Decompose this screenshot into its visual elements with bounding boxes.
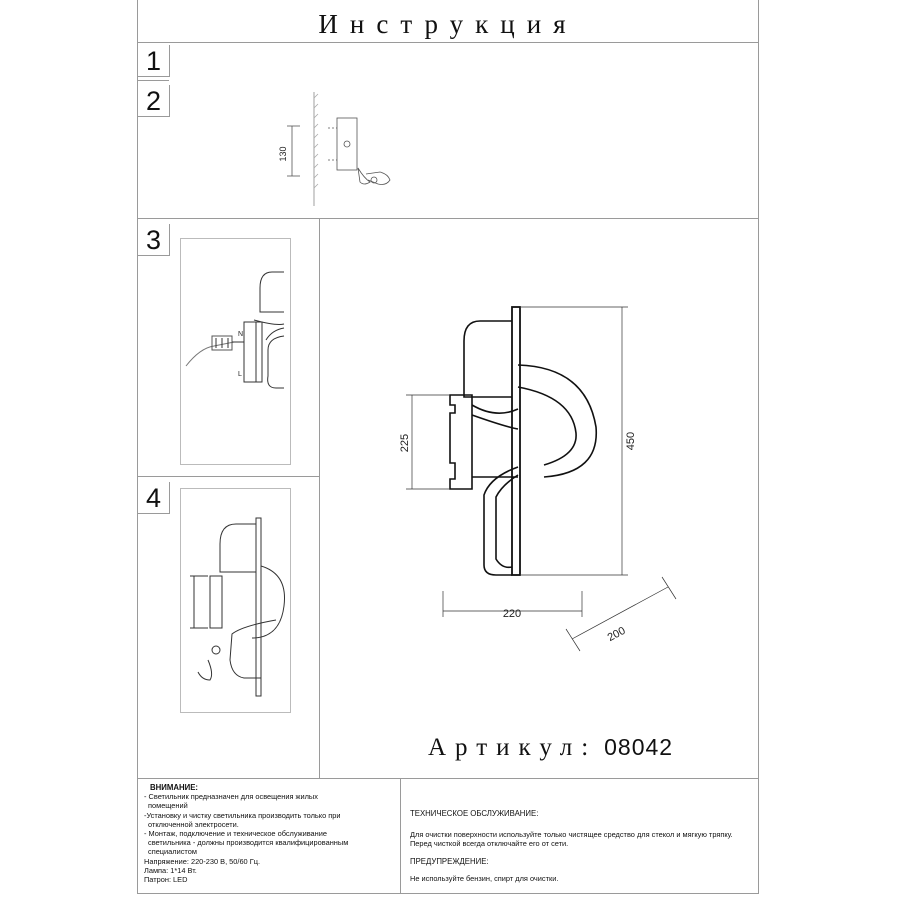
- step-number-2: 2: [138, 85, 170, 117]
- article-number: [428, 730, 673, 764]
- maintenance-line-1: Для очистки поверхности используйте только чистящее средство для стекол и мягкую тряпку.: [410, 829, 733, 839]
- warning-line: специалистом: [148, 847, 197, 857]
- step2-height-dim: 130: [278, 146, 288, 162]
- wire-n-label: N: [238, 331, 244, 338]
- section-divider-steps: [137, 476, 319, 477]
- warning-line: -Установку и чистку светильника производить только при: [144, 810, 341, 820]
- step2-diagram: [270, 88, 410, 213]
- page-title: Инструкция: [318, 9, 578, 39]
- info-block: [137, 778, 759, 894]
- wire-l-label: L: [238, 371, 242, 378]
- info-divider: [400, 779, 401, 893]
- step3-diagram: [180, 238, 292, 466]
- article-value: 08042: [604, 734, 674, 760]
- warning-section: [144, 783, 396, 884]
- step4-diagram: [180, 488, 292, 714]
- title-divider: [137, 42, 759, 43]
- warning-line: - Светильник предназначен для освещения жилых: [144, 792, 318, 802]
- dimension-lines: [406, 307, 676, 651]
- dim-mount-height: 225: [399, 433, 411, 453]
- dim-height: 450: [625, 431, 637, 451]
- step-number-4: 4: [138, 482, 170, 514]
- step-number-1: 1: [138, 45, 170, 77]
- dim-depth: 200: [605, 624, 628, 644]
- maintenance-heading: ТЕХНИЧЕСКОЕ ОБСЛУЖИВАНИЕ:: [410, 809, 539, 818]
- warning-line: светильника - должны производится квалифицированным: [148, 838, 349, 848]
- step1-divider: [137, 80, 169, 81]
- step-number-3: 3: [138, 224, 170, 256]
- warning-heading: ВНИМАНИЕ:: [150, 783, 199, 792]
- warning-line: помещений: [148, 801, 188, 811]
- maintenance-section: [410, 809, 756, 884]
- warning-line: Напряжение: 220-230 В, 50/60 Гц.: [144, 856, 261, 866]
- article-label: Артикул:: [428, 734, 598, 761]
- lamp-outline: [450, 307, 596, 575]
- warning-line: Лампа: 1*14 Вт.: [144, 865, 197, 875]
- caution-heading: ПРЕДУПРЕЖДЕНИЕ:: [410, 856, 489, 866]
- warning-line: Патрон: LED: [144, 875, 188, 885]
- maintenance-line-2: Перед чисткой всегда отключайте его от сети.: [410, 839, 569, 848]
- warning-line: отключенной электросети.: [148, 819, 239, 829]
- dim-width: 220: [502, 608, 522, 620]
- main-drawing: [320, 219, 758, 727]
- warning-line: - Монтаж, подключение и техническое обслуживание: [144, 829, 327, 839]
- caution-text: Не используйте бензин, спирт для очистки.: [410, 874, 559, 883]
